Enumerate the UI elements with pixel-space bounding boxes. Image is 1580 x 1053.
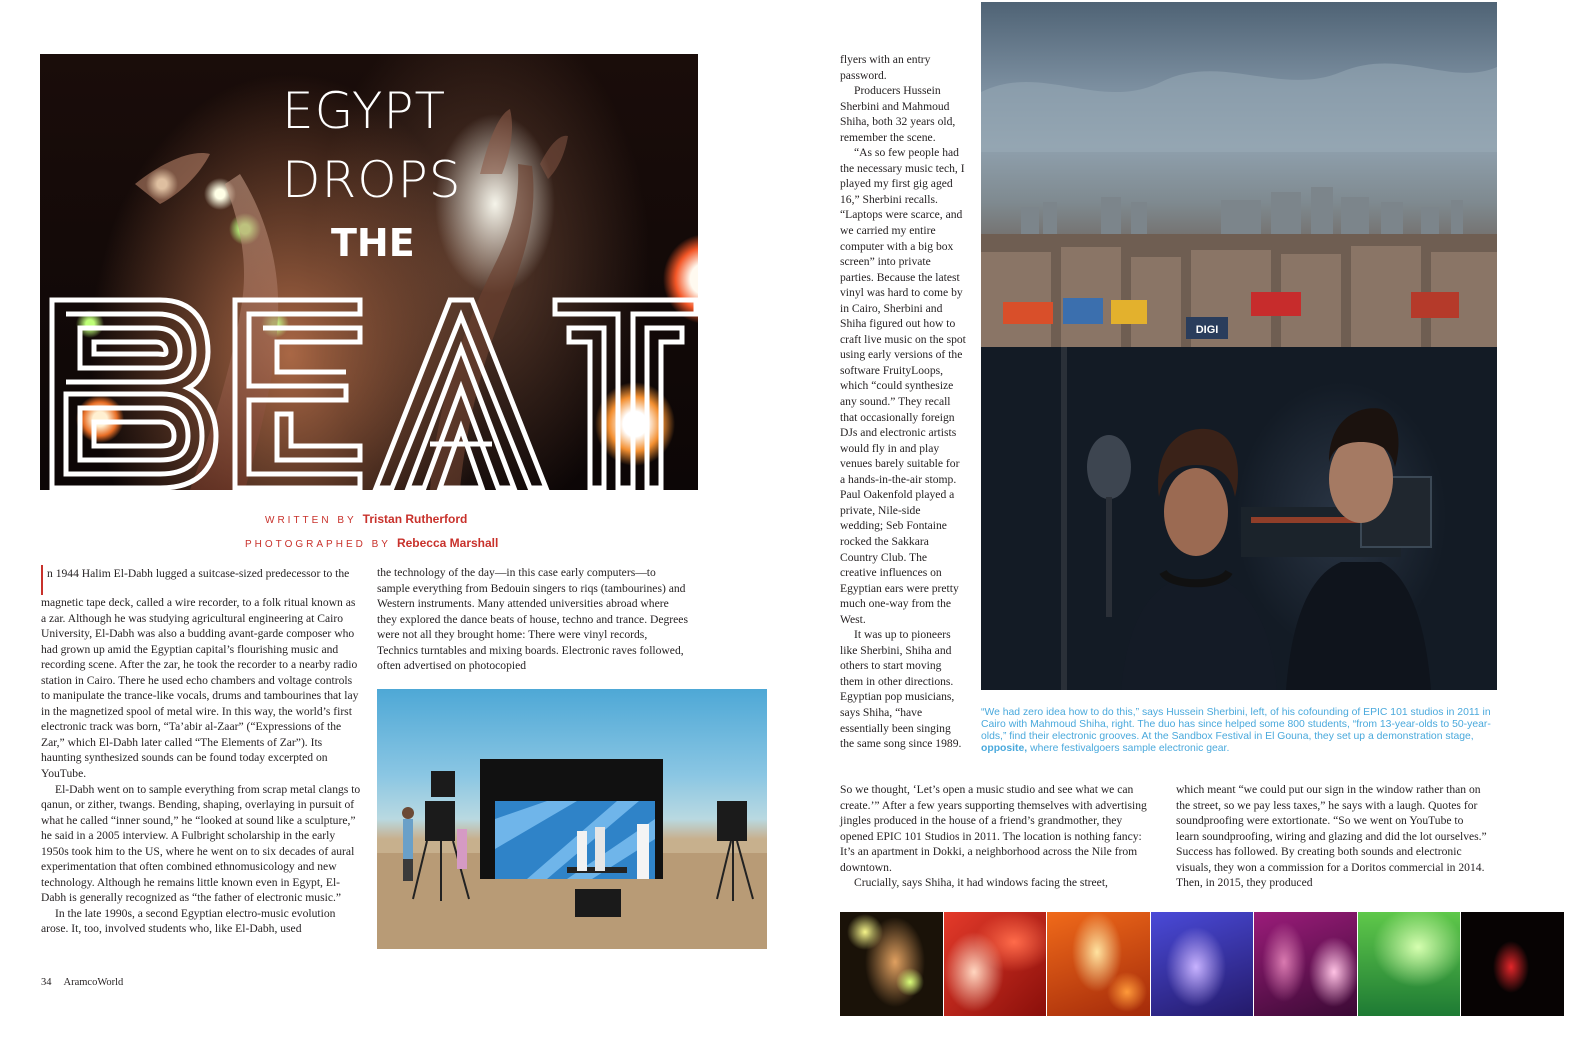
beat-letters: [52, 300, 696, 488]
article-column-1: [41, 565, 363, 937]
paragraph: El-Dabh went on to sample everything from scrap metal clangs to qanun, or zither, twangs. Bending, shaping, overlaying in pursuit of what he called “inner sound,” he “looked at sound like a sculpture,” he said in a 2005 interview. A Fulbright scholarship in the early 1950s took him to the US, where he went on to six decades of aural experimentation that often combined ethnomusicology and new technology. Although he remains little known even in Egypt, El-Dabh is generally recognized as “the father of electronic music.”: [41, 782, 361, 905]
paragraph: Producers Hussein Sherbini and Mahmoud Shiha, both 32 years old, remember the scene.: [840, 84, 956, 144]
paragraph: It was up to pioneers like Sherbini, Shiha and others to start moving them in other directions. Egyptian pop musicians, says Shiha, “have essentially been singing the same song since 1989.: [840, 628, 962, 751]
title-line-egypt: EGYPT: [282, 82, 447, 140]
paragraph: [41, 565, 363, 782]
thumb-hand-green: [840, 912, 943, 1016]
paragraph: In the late 1990s, a second Egyptian electro-music evolution arose. It, too, involved students who, like El-Dabh, used: [41, 906, 336, 936]
festival-stage-photo: [377, 689, 767, 949]
portrait-illustration: [981, 347, 1497, 690]
thumb-magenta-dancer: [1254, 912, 1357, 1016]
written-by-label: WRITTEN BY: [265, 515, 357, 526]
paragraph: Crucially, says Shiha, it had windows facing the street,: [854, 876, 1108, 890]
title-line-drops: DROPS: [282, 151, 462, 209]
article-column-2: [377, 565, 689, 674]
article-column-3: [840, 52, 966, 752]
byline-writer: [265, 510, 467, 528]
digi-sign: DIGI: [1195, 324, 1219, 336]
photographer-name: Rebecca Marshall: [396, 536, 499, 550]
photo-caption: [981, 707, 1499, 755]
thumb-orange-fist: [1047, 912, 1150, 1016]
drop-cap-mark: [41, 565, 43, 595]
byline-photographer: [245, 534, 498, 552]
caption-text: “We had zero idea how to do this,” says Hussein Sherbini, left, of his cofounding of EPIC 101 studios in 2011 in Cairo with Mahmoud Shiha, right. The duo has since helped some 800 students, “from 13-year-olds to 50-year-olds,” find their electronic grooves. At the Sandbox Festival in El Gouna, they set up a demonstration stage,: [981, 707, 1491, 742]
producers-portrait-photo: [981, 347, 1497, 690]
title-line-the: THE: [331, 221, 415, 265]
article-column-5: [1176, 782, 1488, 891]
thumb-blue-dancer: [1151, 912, 1254, 1016]
thumb-red-dancer: [944, 912, 1047, 1016]
photographed-by-label: PHOTOGRAPHED BY: [245, 539, 391, 550]
paragraph: So we thought, ‘Let’s open a music studio and see what we can create.’” After a few years supporting themselves with advertising jingles produced in the house of a friend’s grandmother, they opened EPIC 101 Studios in 2011. The location is nothing fancy: It’s an apartment in Dokki, a neighborhood across the Nile from downtown.: [840, 783, 1147, 874]
page-number: 34: [41, 977, 52, 988]
page-footer: [41, 977, 135, 988]
author-name: Tristan Rutherford: [362, 512, 468, 526]
thumb-green-silhouette: [1358, 912, 1461, 1016]
paragraph: “As so few people had the necessary music tech, I played my first gig aged 16,” Sherbini recalls. “Laptops were scarce, and we carried my entire computer with a big box screen” into private parties. Because the latest vinyl was hard to come by in Cairo, Sherbini and Shiha figured out how to craft live music on the spot using early versions of the software FruityLoops, which “could synthesize any sound.” They recall that occasionally foreign DJs and electronic artists would fly in and play venues barely suitable for a hands-in-the-air stomp. Paul Oakenfold played a private, Nile-side wedding; Seb Fontaine rocked the Sakkara Country Club. The creative influences on Egyptian ears were pretty much one-way from the West.: [840, 146, 966, 626]
article-column-4: [840, 782, 1152, 891]
paragraph-text: n 1944 Halim El-Dabh lugged a suitcase-sized predecessor to the magnetic tape deck, called a wire recorder, to a folk ritual known as a zar. Although he was studying agricultural engineering at Cairo University, El-Dabh was also a budding avant-garde composer who had grown up amid the Egyptian capital’s flourishing music and recording scene. After the zar, he took the recorder to a nearby radio station in Cairo. There he used echo chambers and voltage controls to manipulate the trance-like vocals, drums and tambourines that lay in the magnetized spool of metal wire. In this way, the world’s first electronic track was born, “Ta’abir al-Zaar” (“Expressions of the Zar,” which El-Dabh later called “The Elements of Zar”). Its haunting synthesized sounds can be found today excerpted on YouTube.: [41, 567, 359, 781]
cairo-skyline-photo: [981, 2, 1497, 347]
caption-bold: opposite,: [981, 743, 1028, 754]
thumb-red-hand: [1461, 912, 1564, 1016]
stage-illustration: [377, 689, 767, 949]
caption-text-end: where festivalgoers sample electronic gear.: [1030, 743, 1230, 754]
paragraph: which meant “we could put our sign in the window rather than on the street, so we pay less taxes,” he says with a laugh. Quotes for soundproofing were extortionate. “So we went on YouTube to learn soundproofing, wiring and glazing and did the lot ourselves.” Success has followed. By creating both sounds and electronic visuals, they won a commission for a Doritos commercial in 2014. Then, in 2015, they produced: [1176, 783, 1487, 890]
skyline-illustration: [981, 2, 1497, 347]
paragraph: the technology of the day—in this case early computers—to sample everything from Bedouin singers to riqs (tambourines) and Western instruments. Many attended universities abroad where they explored the dance beats of house, techno and trance. Degrees were not all they brought home: There were vinyl records, Technics turntables and mixing boards. Electronic raves followed, often advertised on photocopied: [377, 566, 688, 673]
magazine-name: AramcoWorld: [63, 977, 124, 988]
paragraph: flyers with an entry password.: [840, 53, 931, 82]
hero-photo: [40, 54, 698, 490]
thumbnail-strip: [840, 912, 1564, 1016]
